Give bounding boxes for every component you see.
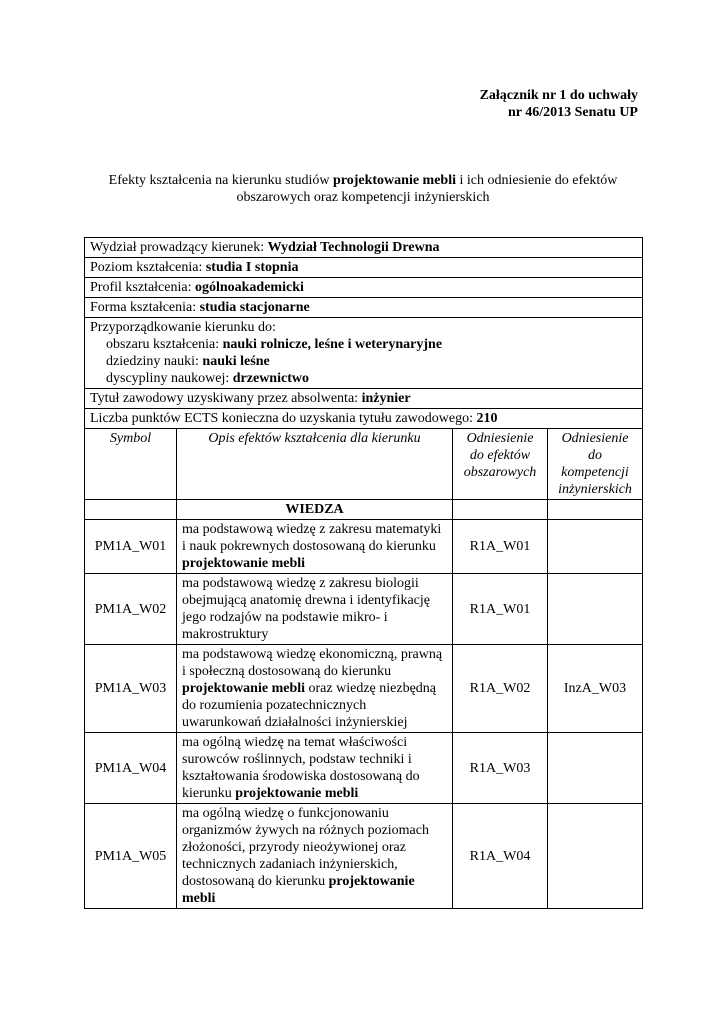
engineering-reference	[548, 520, 643, 574]
discipline-value: drzewnictwo	[232, 371, 309, 386]
description-text: ma podstawową wiedzę z zakresu biologii obejmującą anatomię drewna i identyfikację jego rodzajów na podstawie mikro- i makrostruktury	[182, 576, 431, 642]
profile-label: Profil kształcenia:	[90, 280, 195, 295]
assignment-row	[85, 318, 643, 389]
header-area-ref: Odniesienie do efektów obszarowych	[453, 429, 548, 500]
faculty-row	[85, 238, 643, 258]
header-description: Opis efektów kształcenia dla kierunku	[177, 429, 453, 500]
level-value: studia I stopnia	[205, 260, 299, 275]
outcome-description	[177, 520, 453, 574]
annex-line-1: Załącznik nr 1 do uchwały	[479, 88, 638, 103]
profile-row	[85, 278, 643, 298]
description-text: ma ogólną wiedzę na temat właściwości surowców roślinnych, podstaw techniki i kształtowania środowiska dostosowaną do kierunku	[182, 735, 420, 801]
description-field: projektowanie mebli	[182, 681, 306, 696]
form-label: Forma kształcenia:	[90, 300, 200, 315]
ects-row	[85, 409, 643, 429]
area-reference: R1A_W01	[453, 520, 548, 574]
table-row	[85, 645, 643, 733]
degree-value: inżynier	[361, 391, 411, 406]
level-row	[85, 258, 643, 278]
outcome-description	[177, 804, 453, 909]
area-reference: R1A_W04	[453, 804, 548, 909]
outcome-description	[177, 645, 453, 733]
header-symbol: Symbol	[85, 429, 177, 500]
description-field: projektowanie mebli	[235, 786, 359, 801]
column-header-row	[85, 429, 643, 500]
header-eng-ref: Odniesienie do kompetencji inżynierskich	[548, 429, 643, 500]
table-row	[85, 520, 643, 574]
outcome-description	[177, 733, 453, 804]
title-post: i ich odniesienie do efektów obszarowych oraz kompetencji inżynierskich	[236, 173, 618, 205]
degree-row	[85, 389, 643, 409]
description-field: projektowanie mebli	[182, 556, 306, 571]
area-reference: R1A_W03	[453, 733, 548, 804]
outcome-description	[177, 574, 453, 645]
outcome-symbol: PM1A_W04	[85, 733, 177, 804]
outcome-symbol: PM1A_W05	[85, 804, 177, 909]
title-field: projektowanie mebli	[332, 173, 456, 188]
section-row	[85, 500, 643, 520]
engineering-reference	[548, 733, 643, 804]
assignment-label: Przyporządkowanie kierunku do:	[90, 320, 276, 335]
profile-value: ogólnoakademicki	[194, 280, 304, 295]
engineering-reference: InzA_W03	[548, 645, 643, 733]
document-title	[84, 172, 642, 206]
annex-header	[480, 87, 638, 121]
description-text: ma podstawową wiedzę z zakresu matematyki i nauk pokrewnych dostosowaną do kierunku	[182, 522, 442, 554]
faculty-value: Wydział Technologii Drewna	[267, 240, 440, 255]
ects-label: Liczba punktów ECTS konieczna do uzyskania tytułu zawodowego:	[90, 411, 477, 426]
description-field: projektowanie mebli	[182, 874, 415, 906]
annex-line-2: nr 46/2013 Senatu UP	[507, 105, 638, 120]
ects-value: 210	[476, 411, 498, 426]
level-label: Poziom kształcenia:	[90, 260, 206, 275]
outcome-symbol: PM1A_W01	[85, 520, 177, 574]
area-value: nauki rolnicze, leśne i weterynaryjne	[222, 337, 443, 352]
degree-label: Tytuł zawodowy uzyskiwany przez absolwenta:	[90, 391, 362, 406]
section-title: WIEDZA	[177, 500, 453, 520]
form-row	[85, 298, 643, 318]
form-value: studia stacjonarne	[199, 300, 310, 315]
domain-label: dziedziny nauki:	[106, 354, 203, 369]
outcome-symbol: PM1A_W02	[85, 574, 177, 645]
table-row	[85, 574, 643, 645]
outcome-rows	[85, 520, 643, 909]
description-text: ma podstawową wiedzę ekonomiczną, prawną i społeczną dostosowaną do kierunku	[182, 647, 443, 679]
table-row	[85, 804, 643, 909]
description-text: ma ogólną wiedzę o funkcjonowaniu organizmów żywych na różnych poziomach złożoności, przyrody nieożywionej oraz technicznych zadaniach inżynierskich, dostosowaną do kierunku	[182, 806, 429, 889]
domain-value: nauki leśne	[202, 354, 270, 369]
area-label: obszaru kształcenia:	[106, 337, 223, 352]
learning-outcomes-table	[84, 237, 643, 909]
description-text-end: oraz wiedzę niezbędną do rozumienia pozatechnicznych uwarunkowań działalności inżynierskiej	[182, 681, 436, 730]
engineering-reference	[548, 804, 643, 909]
table-row	[85, 733, 643, 804]
discipline-label: dyscypliny naukowej:	[106, 371, 233, 386]
area-reference: R1A_W01	[453, 574, 548, 645]
outcome-symbol: PM1A_W03	[85, 645, 177, 733]
title-pre: Efekty kształcenia na kierunku studiów	[108, 173, 333, 188]
area-reference: R1A_W02	[453, 645, 548, 733]
faculty-label: Wydział prowadzący kierunek:	[90, 240, 268, 255]
engineering-reference	[548, 574, 643, 645]
